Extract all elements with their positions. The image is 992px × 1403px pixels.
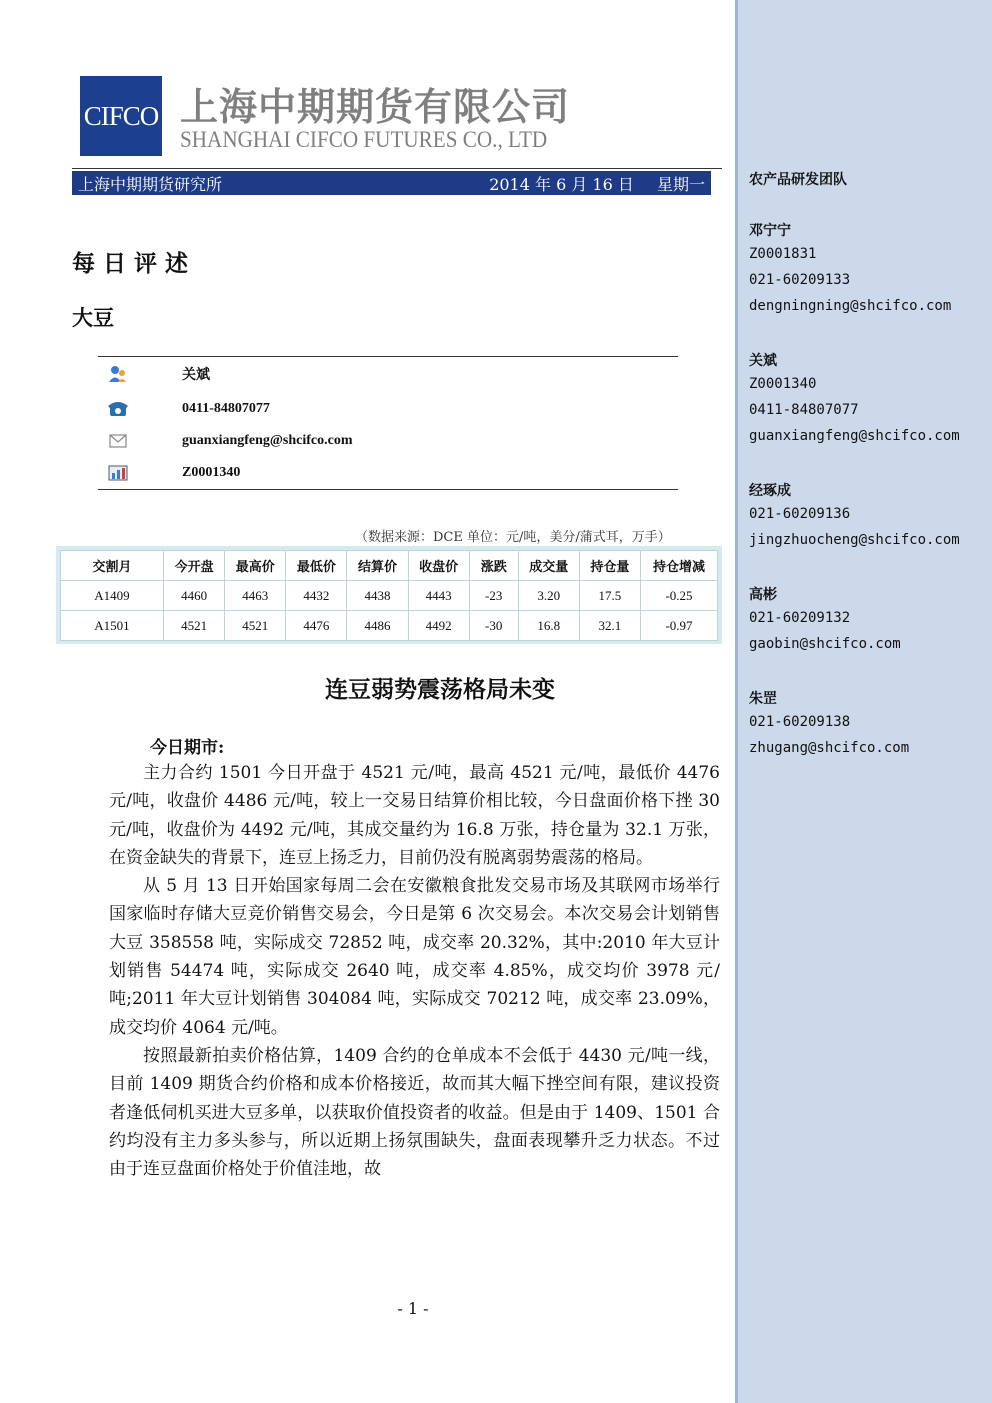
analyst-phone: 021-60209138 — [749, 714, 851, 730]
col-header: 最低价 — [286, 551, 347, 581]
company-logo — [80, 76, 162, 156]
page-number: - 1 - — [397, 1299, 429, 1318]
analyst-name: 关斌 — [749, 353, 777, 369]
data-source-note: （数据来源：DCE 单位：元/吨，美分/蒲式耳，万手） — [355, 530, 671, 545]
quote-table — [60, 550, 718, 641]
table-cell: 4521 — [164, 611, 225, 641]
company-name-en: SHANGHAI CIFCO FUTURES CO., LTD — [180, 127, 548, 152]
table-cell: -0.97 — [641, 611, 718, 641]
analyst-license: Z0001831 — [749, 246, 817, 262]
analyst-name: 高彬 — [749, 587, 777, 603]
article-heading: 今日期市: — [150, 738, 225, 758]
header-bar — [72, 171, 711, 195]
table-cell: -0.25 — [641, 581, 718, 611]
contact-phone: 0411-84807077 — [182, 401, 270, 416]
person-icon — [108, 365, 128, 383]
table-cell: 17.5 — [579, 581, 640, 611]
table-cell: 4443 — [408, 581, 469, 611]
analyst-name: 邓宁宁 — [749, 223, 791, 239]
analyst-email[interactable]: guanxiangfeng@shcifco.com — [749, 428, 960, 444]
article-paragraph: 主力合约 1501 今日开盘于 4521 元/吨，最高 4521 元/吨，最低价 4476 元/吨，收盘价 4486 元/吨，较上一交易日结算价相比较，今日盘面价格下挫 30 元/吨，收盘价为 4492 元/吨，其成交量约为 16.8 万张，持仓量为 32.1 万张，在资金缺失的背景下，连豆上扬乏力，目前仍没有脱离弱势震荡的格局。 — [109, 763, 720, 868]
analyst-phone: 021-60209132 — [749, 610, 851, 626]
contact-name: 关斌 — [182, 368, 210, 383]
table-cell: A1501 — [61, 611, 164, 641]
col-header: 持仓增减 — [641, 551, 718, 581]
article-title: 连豆弱势震荡格局未变 — [325, 676, 555, 703]
table-cell: 4460 — [164, 581, 225, 611]
table-header-row — [61, 551, 718, 581]
table-cell: 4492 — [408, 611, 469, 641]
date-text: 2014 年 6 月 16 日 — [489, 174, 634, 194]
table-cell: -30 — [469, 611, 518, 641]
article-paragraph: 按照最新拍卖价格估算，1409 合约的仓单成本不会低于 4430 元/吨一线，目前 1409 期货合约价格和成本价格接近，故而其大幅下挫空间有限，建议投资者逢低伺机买进大豆多单，以获取价值投资者的收益。但是由于 1409、1501 合约均没有主力多头参与，所以近期上扬氛围缺失，盘面表现攀升乏力状态。不过由于连豆盘面价格处于价值洼地，故 — [109, 1045, 720, 1180]
col-header: 成交量 — [518, 551, 579, 581]
analyst-email[interactable]: dengningning@shcifco.com — [749, 298, 952, 314]
col-header: 涨跌 — [469, 551, 518, 581]
contact-email[interactable]: guanxiangfeng@shcifco.com — [182, 433, 353, 448]
table-cell: -23 — [469, 581, 518, 611]
contact-license-row — [108, 461, 240, 485]
analyst-name: 朱罡 — [749, 691, 777, 707]
contact-license: Z0001340 — [182, 465, 241, 480]
col-header: 持仓量 — [579, 551, 640, 581]
analyst-email[interactable]: zhugang@shcifco.com — [749, 740, 910, 756]
contact-bottom-rule — [98, 489, 678, 490]
analyst-name: 经琢成 — [749, 483, 791, 499]
contact-top-rule — [98, 356, 678, 357]
table-cell: 4521 — [225, 611, 286, 641]
table-cell: 4486 — [347, 611, 408, 641]
contact-email-row — [108, 429, 353, 453]
institute-name: 上海中期期货研究所 — [78, 174, 223, 194]
col-header: 结算价 — [347, 551, 408, 581]
table-cell: 4438 — [347, 581, 408, 611]
table-cell: 4432 — [286, 581, 347, 611]
logo-text: CIFCO — [83, 100, 159, 131]
col-header: 交割月 — [61, 551, 164, 581]
header-rule — [72, 168, 722, 169]
article-paragraph: 从 5 月 13 日开始国家每周二会在安徽粮食批发交易市场及其联网市场举行国家临时存储大豆竞价销售交易会，今日是第 6 次交易会。本次交易会计划销售大豆 358558 吨，实际成交 72852 吨，成交率 20.32%，其中:2010 年大豆计划销售 54474 吨，实际成交 2640 吨，成交率 4.85%，成交均价 3978 元/吨;2011 年大豆计划销售 304084 吨，实际成交 70212 吨，成交率 23.09%，成交均价 4064 元/吨。 — [109, 876, 720, 1038]
analyst-phone: 0411-84807077 — [749, 402, 859, 418]
article-body — [109, 759, 720, 1183]
analyst-phone: 021-60209133 — [749, 272, 851, 288]
table-cell: A1409 — [61, 581, 164, 611]
table-cell: 16.8 — [518, 611, 579, 641]
analyst-email[interactable]: jingzhuocheng@shcifco.com — [749, 532, 960, 548]
col-header: 收盘价 — [408, 551, 469, 581]
analyst-phone: 021-60209136 — [749, 506, 851, 522]
commodity-title: 大豆 — [72, 305, 114, 330]
section-title: 每日评述 — [72, 250, 196, 277]
table-row — [61, 611, 718, 641]
company-name-cn: 上海中期期货有限公司 — [180, 85, 571, 129]
table-cell: 32.1 — [579, 611, 640, 641]
col-header: 今开盘 — [164, 551, 225, 581]
table-cell: 3.20 — [518, 581, 579, 611]
report-date — [471, 172, 705, 195]
col-header: 最高价 — [225, 551, 286, 581]
weekday-text: 星期一 — [656, 174, 705, 194]
phone-icon — [108, 400, 128, 418]
table-row — [61, 581, 718, 611]
table-cell: 4463 — [225, 581, 286, 611]
contact-phone-row — [108, 397, 270, 421]
table-cell: 4476 — [286, 611, 347, 641]
analyst-license: Z0001340 — [749, 376, 817, 392]
mail-icon — [108, 432, 128, 450]
contact-name-row — [108, 362, 210, 386]
sidebar-team-title: 农产品研发团队 — [749, 172, 847, 188]
chart-icon — [108, 464, 128, 482]
analyst-email[interactable]: gaobin@shcifco.com — [749, 636, 901, 652]
